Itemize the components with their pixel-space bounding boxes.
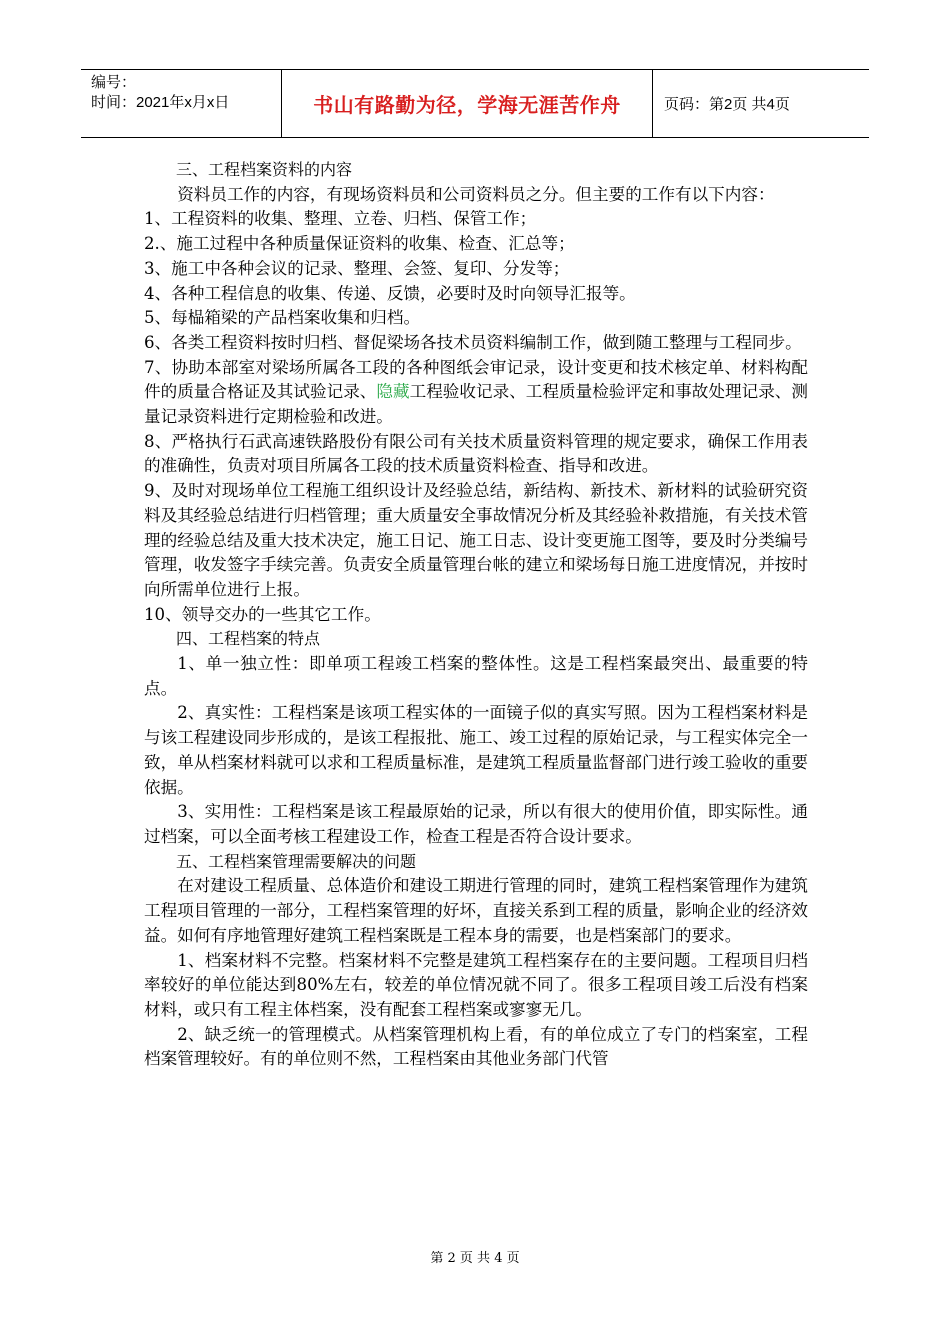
highlight-text: 隐藏 <box>376 382 410 402</box>
paragraph-5: 在对建设工程质量、总体造价和建设工期进行管理的同时，建筑工程档案管理作为建筑工程项目管理的一部分，工程档案管理的好坏，直接关系到工程的质量，影响企业的经济效益。如何有序地管理好建筑工程档案既是工程本身的需要，也是档案部门的要求。 <box>144 876 808 945</box>
header-meta <box>81 70 282 137</box>
list-item-7-part-b: 工程验收记录、工程质量检验评定和事故处理记录、测量记录资料进行定期检验和改进。 <box>144 382 809 427</box>
list-item-7-part-a: 7、协助本部室对梁场所属各工段的各种图纸会审记录，设计变更和技术核定单、材料构配件的质量合格证及其试验记录、 <box>144 357 808 402</box>
problem-2: 2、缺乏统一的管理模式。从档案管理机构上看，有的单位成立了专门的档案室，工程档案管理较好。有的单位则不然，工程档案由其他业务部门代管 <box>144 1024 808 1069</box>
list-item-5: 5、每榀箱梁的产品档案收集和归档。 <box>144 308 421 328</box>
list-item-4: 4、各种工程信息的收集、传递、反馈，必要时及时向领导汇报等。 <box>144 283 636 303</box>
document-body <box>144 158 808 1072</box>
list-item-8: 8、严格执行石武高速铁路股份有限公司有关技术质量资料管理的规定要求，确保工作用表的准确性，负责对项目所属各工段的技术质量资料检查、指导和改进。 <box>144 431 808 476</box>
header-page-info: 页码：第2页 共4页 <box>664 96 790 113</box>
header-motto: 书山有路勤为径，学海无涯苦作舟 <box>282 70 653 137</box>
page-footer: 第 2 页 共 4 页 <box>430 1251 520 1266</box>
list-item-10: 10、领导交办的一些其它工作。 <box>144 604 381 624</box>
section-heading-4: 四、工程档案的特点 <box>176 629 321 649</box>
section-heading-5: 五、工程档案管理需要解决的问题 <box>176 851 417 871</box>
problem-1: 1、档案材料不完整。档案材料不完整是建筑工程档案存在的主要问题。工程项目归档率较好的单位能达到80%左右，较差的单位情况就不同了。很多工程项目竣工后没有档案材料，或只有工程主体档案，没有配套工程档案或寥寥无几。 <box>144 950 808 1019</box>
list-item-6: 6、各类工程资料按时归档、督促梁场各技术员资料编制工作，做到随工整理与工程同步。 <box>144 332 802 352</box>
time-label: 时间：2021年x月x日 <box>91 94 230 111</box>
list-item-1: 1、工程资料的收集、整理、立卷、归档、保管工作； <box>144 209 537 229</box>
list-item-3: 3、施工中各种会议的记录、整理、会签、复印、分发等； <box>144 258 570 278</box>
section-heading-3: 三、工程档案资料的内容 <box>176 160 353 179</box>
feature-1: 1、单一独立性：即单项工程竣工档案的整体性。这是工程档案最突出、最重要的特点。 <box>144 654 808 698</box>
feature-3: 3、实用性：工程档案是该工程最原始的记录，所以有很大的使用价值，即实际性。通过档案，可以全面考核工程建设工作，检查工程是否符合设计要求。 <box>144 802 808 846</box>
list-item-7 <box>144 356 808 430</box>
list-item-9: 9、及时对现场单位工程施工组织设计及经验总结，新结构、新技术、新材料的试验研究资料及其经验总结进行归档管理；重大质量安全事故情况分析及其经验补救措施，有关技术管理的经验总结及重大技术决定，施工日记、施工日志、设计变更施工图等，要及时分类编号管理，收发签字手续完善。负责安全质量管理台帐的建立和梁场每日施工进度情况，并按时向所需单位进行上报。 <box>144 481 808 599</box>
paragraph-intro: 资料员工作的内容，有现场资料员和公司资料员之分。但主要的工作有以下内容： <box>177 184 775 204</box>
feature-2: 2、真实性：工程档案是该项工程实体的一面镜子似的真实写照。因为工程档案材料是与该工程建设同步形成的，是该工程报批、施工、竣工过程的原始记录，与工程实体完全一致，单从档案材料就可以求和工程质量标准，是建筑工程质量监督部门进行竣工验收的重要依据。 <box>144 703 808 797</box>
number-label: 编号： <box>91 74 137 91</box>
list-item-2: 2.、施工过程中各种质量保证资料的收集、检查、汇总等； <box>144 234 575 254</box>
page-header <box>81 69 869 138</box>
